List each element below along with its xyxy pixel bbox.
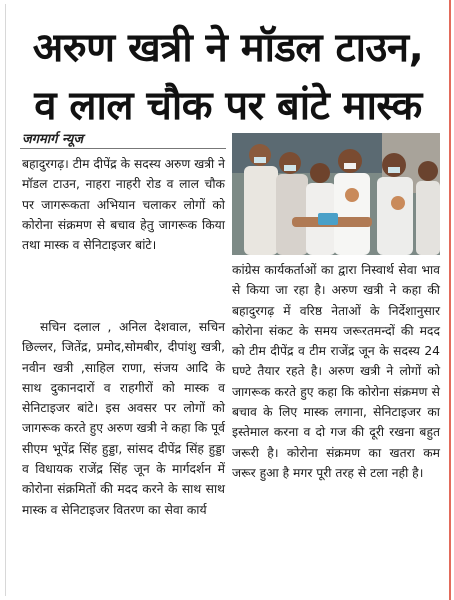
article-paragraph: सचिन दलाल , अनिल देशवाल, सचिन छिल्लर, जितेंद्र, प्रमोद,सोमबीर, दीपांशु खत्री, नवीन खत्री ,साहिल राणा, संजय आदि के साथ दुकानदारों व राहगीरों को मास्क व सेनिटाइजर बांटे। इस अवसर पर लोगों को जागरूक करते हुए अरुण खत्री ने कहा कि पूर्व सीएम भूपेंद्र सिंह हुड्डा, सांसद दीपेंद्र सिंह हुड्डा व विधायक राजेंद्र सिंह जून के मार्गदर्शन में कोरोना संक्रमितों की मदद करने के साथ साथ मास्क व सेनिटाइजर वितरण का सेवा कार्य <box>22 320 225 517</box>
headline-line-1: अरुण खत्री ने मॉडल टाउन, <box>32 25 424 71</box>
article-column-left-bottom <box>22 317 225 520</box>
article-paragraph: बहादुरगढ़। टीम दीपेंद्र के सदस्य अरुण खत्री ने मॉडल टाउन, नाहरा नाहरी रोड व लाल चौक पर जागरूकता अभियान चलाकर लोगों को कोरोना संक्रमण से बचाव हेतु जागरूक किया तथा मास्क व सेनिटाइजर बांटे। <box>22 157 225 253</box>
byline-rule <box>20 148 226 149</box>
article-paragraph: कांग्रेस कार्यकर्ताओं का द्वारा निस्वार्थ सेवा भाव से किया जा रहा है। अरुण खत्री ने कहा की बहादुरगढ़ में वरिष्ठ नेताओं के निर्देशानुसार कोरोना संकट के समय जरूरतमन्दों की मदद को टीम दीपेंद्र व टीम राजेंद्र जून के सदस्य 24 घण्टे तैयार रहते है। अरुण खत्री ने लोगों को जागरूक करते हुए कहा कि कोरोना संक्रमण से बचाव के लिए मास्क लगाना, सेनिटाइजर का इस्तेमाल करना व दो गज की दूरी रखना बहुत जरूरी है। कोरोना संक्रमण का खतरा कम जरूर हुआ है मगर पूरी तरह से टला नही है। <box>232 263 440 480</box>
news-photo <box>232 133 440 255</box>
edge-line <box>449 0 451 600</box>
byline: जगमार्ग न्यूज <box>22 132 83 147</box>
headline-line-2: व लाल चौक पर बांटे मास्क <box>34 83 422 129</box>
article-column-left-top <box>22 154 225 255</box>
article-column-right <box>232 260 440 483</box>
